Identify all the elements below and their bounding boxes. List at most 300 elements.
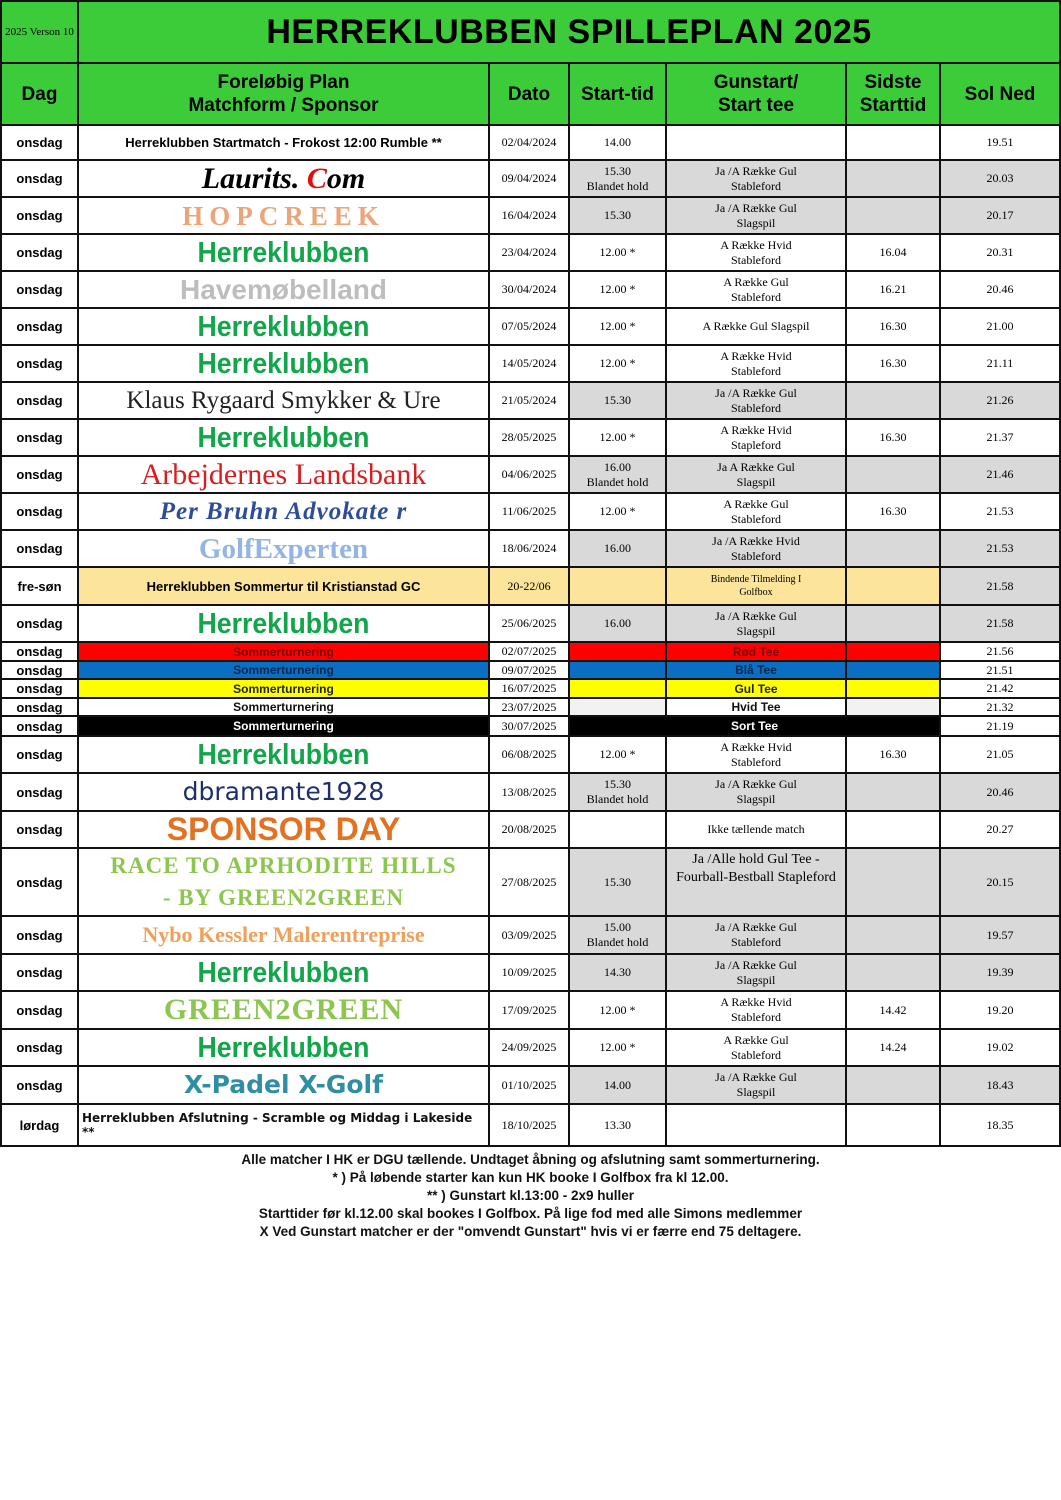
cell-plan: Herreklubben Startmatch - Frokost 12:00 Rumble ** — [78, 125, 489, 160]
col-header-sol-ned: Sol Ned — [940, 63, 1060, 125]
cell-dato: 16/07/2025 — [489, 679, 569, 698]
cell-dag: onsdag — [1, 456, 78, 493]
cell-sol-ned: 19.51 — [940, 125, 1060, 160]
col-header-plan — [78, 63, 489, 125]
table-row — [1, 642, 1060, 661]
cell-dato: 20-22/06 — [489, 567, 569, 605]
cell-sidste-starttid — [846, 773, 940, 811]
cell-sidste-starttid — [846, 1066, 940, 1104]
gunstart-line2: Slagspil — [736, 474, 776, 489]
cell-dato: 03/09/2025 — [489, 916, 569, 954]
gunstart-line1: Ja /Alle hold Gul Tee - — [692, 852, 820, 867]
table-row — [1, 234, 1060, 271]
table-row — [1, 698, 1060, 716]
gunstart-line1: Gul Tee — [734, 681, 778, 696]
cell-dag: onsdag — [1, 160, 78, 197]
col-header-dato: Dato — [489, 63, 569, 125]
table-row — [1, 308, 1060, 345]
cell-sol-ned: 20.46 — [940, 773, 1060, 811]
cell-dag: fre-søn — [1, 567, 78, 605]
cell-sol-ned: 21.11 — [940, 345, 1060, 382]
cell-sol-ned: 20.15 — [940, 848, 1060, 916]
footnote: * ) På løbende starter kan kun HK booke I Golfbox fra kl 12.00. — [332, 1170, 729, 1185]
gunstart-line1: Ja /A Række Gul — [715, 163, 797, 178]
table-row — [1, 382, 1060, 419]
table-body — [1, 125, 1060, 1146]
footnote: X Ved Gunstart matcher er der "omvendt Gunstart" hvis vi er færre end 75 deltagere. — [259, 1224, 802, 1239]
col-header-plan-line1: Foreløbig Plan — [217, 72, 350, 93]
start-time: 15.30 — [604, 208, 631, 222]
cell-sol-ned: 21.19 — [940, 716, 1060, 736]
cell-dag: onsdag — [1, 916, 78, 954]
sponsor-logo: Herreklubben — [197, 310, 370, 343]
cell-gunstart — [666, 271, 846, 308]
sponsor-logo: Herreklubben — [197, 347, 370, 380]
start-time: 12.00 * — [599, 356, 636, 370]
cell-sol-ned: 19.20 — [940, 991, 1060, 1029]
gunstart-line2: Stableford — [731, 363, 781, 378]
cell-gunstart — [666, 848, 846, 916]
table-row — [1, 419, 1060, 456]
start-time: 16.00 — [604, 459, 631, 474]
sponsor-logo: Herreklubben — [197, 421, 370, 454]
cell-sol-ned: 21.56 — [940, 642, 1060, 661]
cell-dag: onsdag — [1, 493, 78, 530]
gunstart-line1: Rød Tee — [732, 644, 780, 659]
col-header-gunstart — [666, 63, 846, 125]
cell-gunstart — [666, 419, 846, 456]
cell-start-tid — [569, 382, 666, 419]
cell-dato: 20/08/2025 — [489, 811, 569, 848]
gunstart-line1: A Række Gul Slagspil — [702, 319, 810, 333]
table-row — [1, 661, 1060, 679]
cell-start-tid — [569, 954, 666, 991]
cell-sidste-starttid: 16.30 — [846, 308, 940, 345]
cell-sol-ned: 21.00 — [940, 308, 1060, 345]
start-time: 14.30 — [604, 965, 631, 979]
cell-plan — [78, 1066, 489, 1104]
cell-dato: 16/04/2024 — [489, 197, 569, 234]
start-time: 15.30 — [604, 777, 631, 791]
cell-sol-ned: 21.51 — [940, 661, 1060, 679]
cell-dag: onsdag — [1, 698, 78, 716]
sponsor-logo: Per Bruhn Advokate r — [159, 497, 408, 525]
sponsor-logo: X-Padel X-Golf — [183, 1070, 383, 1099]
start-time: 12.00 * — [599, 245, 636, 259]
gunstart-line1: Ja A Række Gul — [717, 459, 795, 474]
cell-gunstart — [666, 811, 846, 848]
sponsor-logo — [202, 162, 365, 195]
gunstart-line1: Hvid Tee — [731, 700, 781, 714]
cell-sidste-starttid: 16.04 — [846, 234, 940, 271]
col-header-sidste-line1: Sidste — [864, 72, 922, 93]
column-header-row — [1, 63, 1060, 125]
title-row — [1, 1, 1060, 63]
start-time: 15.00 — [604, 920, 631, 934]
cell-sol-ned: 21.58 — [940, 567, 1060, 605]
table-row — [1, 954, 1060, 991]
table-row — [1, 345, 1060, 382]
cell-start-tid — [569, 991, 666, 1029]
sponsor-logo: Herreklubben — [197, 236, 370, 269]
cell-plan — [78, 493, 489, 530]
cell-plan — [78, 605, 489, 642]
cell-sol-ned: 21.32 — [940, 698, 1060, 716]
cell-gunstart — [666, 916, 846, 954]
cell-dato: 27/08/2025 — [489, 848, 569, 916]
cell-dato: 30/04/2024 — [489, 271, 569, 308]
cell-gunstart — [666, 345, 846, 382]
table-row — [1, 1066, 1060, 1104]
cell-start-tid — [569, 567, 666, 605]
cell-plan — [78, 991, 489, 1029]
cell-start-tid — [569, 308, 666, 345]
cell-dato: 02/04/2024 — [489, 125, 569, 160]
sponsor-logo: Havemøbelland — [180, 273, 387, 305]
table-row — [1, 773, 1060, 811]
cell-sidste-starttid — [846, 1104, 940, 1146]
cell-dato: 17/09/2025 — [489, 991, 569, 1029]
sponsor-logo: Herreklubben — [197, 956, 370, 989]
table-row — [1, 991, 1060, 1029]
cell-sidste-starttid: 16.30 — [846, 493, 940, 530]
cell-dato: 25/06/2025 — [489, 605, 569, 642]
cell-sidste-starttid — [846, 698, 940, 716]
gunstart-line2: Stableford — [731, 178, 781, 193]
start-time: 15.30 — [604, 393, 631, 407]
cell-sidste-starttid: 16.30 — [846, 419, 940, 456]
cell-dato: 30/07/2025 — [489, 716, 569, 736]
start-note: Blandet hold — [586, 474, 649, 489]
cell-dato: 04/06/2025 — [489, 456, 569, 493]
cell-plan: Herreklubben Afslutning - Scramble og Middag i Lakeside ** — [78, 1104, 489, 1146]
cell-plan: Herreklubben Sommertur til Kristianstad GC — [78, 567, 489, 605]
gunstart-line1: Bindende Tilmelding I — [710, 574, 802, 585]
cell-start-tid — [569, 661, 666, 679]
cell-gunstart — [666, 308, 846, 345]
cell-gunstart — [666, 1066, 846, 1104]
cell-sol-ned: 21.26 — [940, 382, 1060, 419]
col-header-sidste — [846, 63, 940, 125]
cell-plan — [78, 773, 489, 811]
cell-dag: onsdag — [1, 125, 78, 160]
table-row — [1, 736, 1060, 773]
cell-dato: 13/08/2025 — [489, 773, 569, 811]
gunstart-line1: Ja /A Række Hvid — [712, 533, 800, 548]
gunstart-line1: Ja /A Række Gul — [715, 957, 797, 972]
cell-dag: onsdag — [1, 848, 78, 916]
table-row — [1, 679, 1060, 698]
version-label: 2025 Verson 10 — [1, 1, 78, 63]
gunstart-line2: Stableford — [731, 1047, 781, 1062]
cell-sol-ned: 20.27 — [940, 811, 1060, 848]
cell-plan — [78, 530, 489, 567]
cell-dato: 09/04/2024 — [489, 160, 569, 197]
sponsor-logo: HOPCREEK — [182, 200, 385, 231]
start-time: 15.30 — [604, 874, 631, 889]
cell-sol-ned: 18.35 — [940, 1104, 1060, 1146]
cell-plan: Sommerturnering — [78, 716, 489, 736]
table-row — [1, 1104, 1060, 1146]
gunstart-line1: Ja /A Række Gul — [715, 920, 797, 934]
cell-sidste-starttid — [846, 567, 940, 605]
cell-gunstart — [666, 493, 846, 530]
cell-dag: onsdag — [1, 419, 78, 456]
gunstart-line2: Stableford — [731, 1010, 781, 1024]
cell-gunstart — [666, 234, 846, 271]
cell-sidste-starttid: 16.21 — [846, 271, 940, 308]
cell-start-tid — [569, 916, 666, 954]
gunstart-line1: A Række Hvid — [720, 422, 792, 437]
footnote: ** ) Gunstart kl.13:00 - 2x9 huller — [426, 1188, 635, 1203]
cell-sidste-starttid — [846, 125, 940, 160]
gunstart-line1: A Række Hvid — [720, 739, 792, 754]
cell-dato: 24/09/2025 — [489, 1029, 569, 1066]
cell-sol-ned: 20.46 — [940, 271, 1060, 308]
cell-dag: onsdag — [1, 382, 78, 419]
cell-sidste-starttid — [846, 848, 940, 916]
cell-dato: 28/05/2025 — [489, 419, 569, 456]
cell-sidste-starttid — [846, 916, 940, 954]
sponsor-logo: Herreklubben — [197, 738, 370, 771]
cell-start-tid — [569, 1029, 666, 1066]
sponsor-logo: GolfExperten — [198, 532, 369, 565]
cell-plan — [78, 197, 489, 234]
start-time: 12.00 * — [599, 1040, 636, 1054]
gunstart-line2: Slagspil — [736, 792, 776, 806]
start-time: 12.00 * — [599, 1002, 636, 1017]
cell-sol-ned: 20.17 — [940, 197, 1060, 234]
cell-sidste-starttid — [846, 197, 940, 234]
cell-dato: 23/07/2025 — [489, 698, 569, 716]
cell-dato: 09/07/2025 — [489, 661, 569, 679]
start-note: Blandet hold — [586, 792, 649, 806]
cell-dag: onsdag — [1, 234, 78, 271]
cell-sidste-starttid — [846, 661, 940, 679]
cell-start-tid — [569, 234, 666, 271]
cell-start-tid — [569, 530, 666, 567]
table-row — [1, 530, 1060, 567]
cell-plan — [78, 234, 489, 271]
sponsor-logo: RACE TO APRHODITE HILLS - BY GREEN2GREEN — [110, 853, 457, 910]
table-row — [1, 567, 1060, 605]
cell-sol-ned: 21.05 — [940, 736, 1060, 773]
cell-start-tid — [569, 456, 666, 493]
sponsor-logo: Herreklubben — [197, 1031, 370, 1064]
cell-sol-ned: 21.53 — [940, 493, 1060, 530]
footnote: Starttider før kl.12.00 skal bookes I Golfbox. På lige fod med alle Simons medlemmer — [258, 1206, 803, 1221]
table-row — [1, 271, 1060, 308]
cell-start-tid — [569, 271, 666, 308]
cell-dato: 18/10/2025 — [489, 1104, 569, 1146]
cell-plan — [78, 736, 489, 773]
gunstart-line2: Slagspil — [736, 972, 776, 987]
start-time: 12.00 * — [599, 504, 636, 518]
cell-dag: onsdag — [1, 773, 78, 811]
table-row — [1, 493, 1060, 530]
cell-sol-ned: 18.43 — [940, 1066, 1060, 1104]
sponsor-logo: SPONSOR DAY — [166, 811, 401, 847]
cell-dag: onsdag — [1, 661, 78, 679]
cell-sol-ned: 19.02 — [940, 1029, 1060, 1066]
cell-plan — [78, 271, 489, 308]
cell-gunstart — [666, 567, 846, 605]
sponsor-logo: Nybo Kessler Malerentreprise — [142, 922, 425, 947]
cell-gunstart — [666, 954, 846, 991]
table-row — [1, 811, 1060, 848]
sponsor-logo: Herreklubben — [197, 607, 370, 640]
logo-text-red: C — [306, 161, 327, 195]
cell-gunstart — [666, 661, 846, 679]
cell-sidste-starttid: 14.24 — [846, 1029, 940, 1066]
cell-dag: onsdag — [1, 716, 78, 736]
gunstart-line2: Slagspil — [736, 215, 776, 230]
cell-gunstart — [666, 125, 846, 160]
cell-dato: 18/06/2024 — [489, 530, 569, 567]
gunstart-line2: Stableford — [731, 289, 781, 304]
start-time: 12.00 * — [599, 747, 636, 761]
cell-gunstart — [666, 530, 846, 567]
gunstart-line2: Slagspil — [736, 1085, 776, 1099]
cell-start-tid — [569, 679, 666, 698]
gunstart-line2: Stableford — [731, 511, 781, 526]
start-time: 12.00 * — [599, 430, 636, 444]
cell-gunstart — [666, 679, 846, 698]
cell-gunstart — [666, 991, 846, 1029]
cell-gunstart — [666, 1104, 846, 1146]
table-row — [1, 716, 1060, 736]
col-header-start-tid: Start-tid — [569, 63, 666, 125]
table-row — [1, 197, 1060, 234]
cell-plan — [78, 419, 489, 456]
cell-start-tid — [569, 736, 666, 773]
cell-start-tid — [569, 848, 666, 916]
cell-gunstart — [666, 382, 846, 419]
cell-sidste-starttid — [846, 679, 940, 698]
gunstart-line1: A Række Hvid — [720, 995, 792, 1009]
cell-gunstart — [666, 456, 846, 493]
cell-plan — [78, 382, 489, 419]
cell-plan: Sommerturnering — [78, 679, 489, 698]
col-header-dag: Dag — [1, 63, 78, 125]
cell-sol-ned: 21.46 — [940, 456, 1060, 493]
cell-plan — [78, 848, 489, 916]
cell-start-tid — [569, 811, 666, 848]
gunstart-line1: Ja /A Række Gul — [715, 1070, 797, 1084]
cell-sidste-starttid: 16.30 — [846, 345, 940, 382]
cell-start-tee: Sort Tee — [569, 716, 940, 736]
cell-dato: 02/07/2025 — [489, 642, 569, 661]
cell-sidste-starttid — [846, 811, 940, 848]
cell-plan — [78, 954, 489, 991]
cell-gunstart — [666, 698, 846, 716]
sponsor-logo: Arbejdernes Landsbank — [140, 457, 427, 491]
cell-gunstart — [666, 160, 846, 197]
cell-sol-ned: 20.31 — [940, 234, 1060, 271]
cell-dag: onsdag — [1, 736, 78, 773]
cell-plan — [78, 308, 489, 345]
logo-text: Laurits. — [201, 161, 300, 195]
cell-dato: 21/05/2024 — [489, 382, 569, 419]
gunstart-line2: Stableford — [731, 754, 781, 769]
cell-sol-ned: 19.39 — [940, 954, 1060, 991]
cell-sidste-starttid: 16.30 — [846, 736, 940, 773]
col-header-plan-line2: Matchform / Sponsor — [188, 95, 379, 116]
cell-plan — [78, 1029, 489, 1066]
cell-dato: 23/04/2024 — [489, 234, 569, 271]
sponsor-logo: GREEN2GREEN — [163, 993, 404, 1026]
cell-sol-ned: 21.58 — [940, 605, 1060, 642]
table-row — [1, 456, 1060, 493]
gunstart-line1: Ja /A Række Gul — [715, 385, 797, 400]
table-row — [1, 916, 1060, 954]
cell-dato: 06/08/2025 — [489, 736, 569, 773]
start-time: 12.00 * — [599, 282, 636, 296]
cell-plan: Sommerturnering — [78, 698, 489, 716]
table-row — [1, 848, 1060, 916]
cell-dag: onsdag — [1, 954, 78, 991]
gunstart-line2: Slagspil — [736, 623, 776, 638]
col-header-gunstart-line2: Start tee — [717, 95, 795, 116]
cell-dag: onsdag — [1, 811, 78, 848]
cell-sidste-starttid — [846, 530, 940, 567]
col-header-gunstart-line1: Gunstart/ — [713, 72, 799, 93]
gunstart-line1: A Række Gul — [723, 274, 789, 289]
cell-dato: 14/05/2024 — [489, 345, 569, 382]
cell-gunstart — [666, 736, 846, 773]
gunstart-line2: Golfbox — [739, 587, 773, 598]
cell-dag: onsdag — [1, 271, 78, 308]
cell-start-tid — [569, 197, 666, 234]
table-row — [1, 125, 1060, 160]
gunstart-line1: A Række Hvid — [720, 237, 792, 252]
cell-sol-ned: 19.57 — [940, 916, 1060, 954]
cell-plan: Sommerturnering — [78, 642, 489, 661]
cell-sidste-starttid — [846, 382, 940, 419]
start-time: 15.30 — [604, 163, 631, 178]
gunstart-line1: A Række Gul — [723, 496, 789, 511]
footnotes — [0, 1151, 1061, 1241]
cell-gunstart — [666, 642, 846, 661]
cell-sidste-starttid — [846, 160, 940, 197]
cell-dato: 10/09/2025 — [489, 954, 569, 991]
gunstart-line2: Stableford — [731, 548, 781, 563]
cell-start-tid — [569, 160, 666, 197]
cell-plan: Sommerturnering — [78, 661, 489, 679]
gunstart-line2: Stableford — [731, 400, 781, 415]
gunstart-line2: Stableford — [731, 252, 781, 267]
cell-dato: 11/06/2025 — [489, 493, 569, 530]
cell-dag: onsdag — [1, 991, 78, 1029]
sponsor-logo: dbramante1928 — [182, 777, 385, 806]
cell-dag: onsdag — [1, 605, 78, 642]
cell-dato: 01/10/2025 — [489, 1066, 569, 1104]
cell-start-tid — [569, 605, 666, 642]
start-note: Blandet hold — [586, 178, 649, 193]
cell-dag: onsdag — [1, 308, 78, 345]
table-row — [1, 605, 1060, 642]
cell-start-tid — [569, 125, 666, 160]
cell-start-tid — [569, 345, 666, 382]
gunstart-line1: Ja /A Række Gul — [715, 608, 797, 623]
cell-start-tid — [569, 419, 666, 456]
cell-sol-ned: 21.37 — [940, 419, 1060, 456]
gunstart-line2: Stableford — [731, 935, 781, 949]
cell-sidste-starttid — [846, 456, 940, 493]
cell-dag: onsdag — [1, 679, 78, 698]
cell-plan — [78, 811, 489, 848]
cell-plan — [78, 345, 489, 382]
